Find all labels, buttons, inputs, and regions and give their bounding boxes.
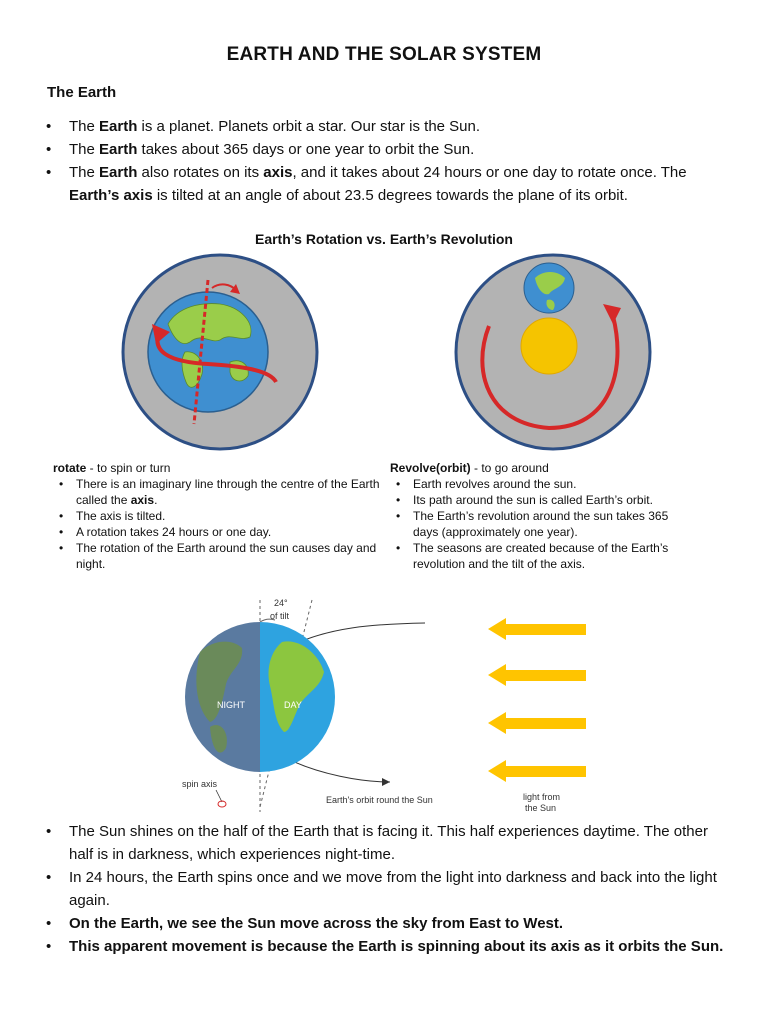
intro-bullet-text-run: The: [69, 141, 100, 158]
bottom-bullet-text-run: In 24 hours, the Earth spins once and we move from the light into darkness and back into the light again.: [69, 869, 717, 909]
intro-bullet-text-run: Earth: [99, 141, 138, 158]
intro-bullet-text-run: The: [69, 118, 100, 135]
bottom-bullet-text-run: This apparent movement is because the Earth is spinning about its axis as it orbits the Sun.: [69, 938, 724, 955]
intro-bullet-text-run: axis: [263, 164, 293, 181]
night-label: NIGHT: [217, 700, 245, 710]
revolve-bullet-item: [390, 476, 695, 492]
light-label-1: light from: [523, 792, 561, 802]
rotate-bullet-text-run: .: [154, 493, 158, 507]
intro-bullet-text-run: The: [69, 164, 100, 181]
spin-axis-label: spin axis: [182, 779, 218, 789]
earth-rotation-illustration: [90, 252, 350, 457]
sun-icon: [521, 318, 577, 374]
intro-bullet-text-run: Earth’s axis: [69, 187, 153, 204]
orbit-arc-bottom: [290, 760, 390, 782]
bottom-bullet-item: [46, 866, 736, 912]
intro-bullet-item: [46, 138, 736, 161]
intro-bullet-text-run: , and it takes about 24 hours or one day to rotate once. The: [292, 164, 687, 181]
rotate-term: rotate: [53, 461, 87, 475]
sunlight-arrow-4: [488, 760, 586, 782]
light-label-2: the Sun: [525, 803, 557, 813]
bottom-bullet-item: [46, 912, 736, 935]
intro-bullet-text-run: also rotates on its: [137, 164, 264, 181]
revolve-term: Revolve(orbit): [390, 461, 471, 475]
rotate-bullet-item: [53, 476, 383, 508]
sunlight-arrow-3: [488, 712, 586, 734]
bottom-bullet-list: [46, 820, 736, 958]
revolve-bullet-text-run: Its path around the sun is called Earth’s orbit.: [413, 493, 653, 507]
rotate-definition-text: - to spin or turn: [86, 461, 171, 475]
tilt-label-2: of tilt: [270, 611, 290, 621]
orbit-label: Earth's orbit round the Sun: [326, 795, 433, 805]
intro-bullet-item: [46, 161, 736, 207]
rotation-vs-revolution-title: Earth’s Rotation vs. Earth’s Revolution: [254, 231, 513, 247]
bottom-bullet-item: [46, 820, 736, 866]
bottom-bullet-text-run: The Sun shines on the half of the Earth that is facing it. This half experiences daytime. The other half is in darkness, which experiences night-time.: [69, 823, 708, 863]
intro-bullet-text-run: Earth: [99, 118, 138, 135]
rotate-bullet-text-run: The axis is tilted.: [76, 509, 166, 523]
earth-revolution-illustration: [445, 252, 665, 457]
bottom-bullet-item: [46, 935, 736, 958]
revolve-bullet-text-run: The seasons are created because of the Earth’s revolution and the tilt of the axis.: [413, 541, 669, 571]
orbit-arc-top: [295, 623, 425, 644]
rotate-bullet-text-run: There is an imaginary line through the centre of the Earth called the: [76, 477, 380, 507]
page-title: EARTH AND THE SOLAR SYSTEM: [226, 44, 542, 65]
bottom-bullet-text-run: On the Earth, we see the Sun move across the sky from East to West.: [69, 915, 564, 932]
revolve-bullet-text-run: Earth revolves around the sun.: [413, 477, 577, 491]
rotate-bullet-list: [53, 476, 383, 572]
intro-bullet-text-run: is tilted at an angle of about 23.5 degrees towards the plane of its orbit.: [152, 187, 628, 204]
revolve-bullet-text-run: The Earth’s revolution around the sun takes 365 days (approximately one year).: [413, 509, 669, 539]
intro-bullet-text-run: Earth: [99, 164, 138, 181]
sunlight-arrow-2: [488, 664, 586, 686]
day-night-figure: [170, 592, 620, 820]
intro-bullet-item: [46, 115, 736, 138]
revolve-bullet-list: [390, 476, 695, 572]
intro-bullet-list: [46, 115, 736, 207]
sunlight-arrow-1: [488, 618, 586, 640]
rotate-bullet-text-run: The rotation of the Earth around the sun causes day and night.: [76, 541, 377, 571]
revolve-definition: [390, 460, 695, 572]
rotate-bullet-item: [53, 524, 383, 540]
rotate-bullet-item: [53, 508, 383, 524]
day-label: DAY: [284, 700, 302, 710]
sunlight-arrows: [488, 618, 586, 782]
rotate-definition: [53, 460, 383, 572]
section-heading: The Earth: [47, 84, 117, 101]
revolve-bullet-item: [390, 508, 695, 540]
revolve-definition-text: - to go around: [470, 461, 549, 475]
revolve-bullet-item: [390, 492, 695, 508]
tilt-label-1: 24°: [274, 598, 288, 608]
rotate-bullet-text-run: A rotation takes 24 hours or one day.: [76, 525, 272, 539]
rotate-bullet-item: [53, 540, 383, 572]
revolve-bullet-item: [390, 540, 695, 572]
rotate-bullet-text-run: axis: [130, 493, 155, 507]
intro-bullet-text-run: is a planet. Planets orbit a star. Our star is the Sun.: [137, 118, 481, 135]
intro-bullet-text-run: takes about 365 days or one year to orbit the Sun.: [137, 141, 475, 158]
